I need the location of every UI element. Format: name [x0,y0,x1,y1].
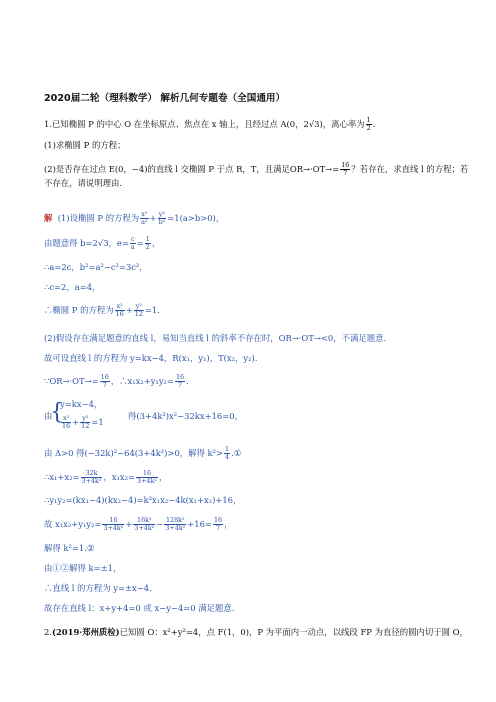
solution-label: 解 [44,213,53,223]
problem2-stem: 2.(2019·郑州质检)已知圆 O：x²+y²=4，点 F(1，0)，P 为平面内一动点，以线段 FP 为直径的圆内切于圆 O， [44,627,468,637]
solution-step-8: ∵OR→·OT→= $\frac{16}{7}$ ，∴x₁x₂+y₁y₂= $\frac{16}{7}$ . [44,373,189,389]
problem1-part2: (2)是否存在过点 E(0，−4)的直线 l 交椭圆 P 于点 R，T，且满足OR→·OT→= $\frac{16}{7}$ ？若存在，求直线 l 的方程；若 [44,161,469,177]
solution-step-2: 由题意得 b=2√3，e= $\frac{c}{a}$ = $\frac{1}{2}$ ， [44,235,161,251]
problem1-stem-text: 1.已知椭圆 P 的中心 O 在坐标原点、焦点在 x 轴上，且经过点 A(0，2√3)，离心率为 [44,119,365,129]
problem1-stem: 1.已知椭圆 P 的中心 O 在坐标原点、焦点在 x 轴上，且经过点 A(0，2√3)，离心率为 $\frac{1}{2}$ . [44,116,376,132]
system-result: 得(3+4k²)x²−32kx+16=0， [128,411,243,421]
fraction: $\frac{16}{7}$ [341,161,350,177]
vector-expression: OR→·OT→= [289,164,340,174]
problem2-source: (2019·郑州质检) [52,627,120,637]
solution-step-9: 由 Δ>0 得(−32k)²−64(3+4k²)>0，解得 k²> $\frac{1}{4}$ .① [44,445,242,461]
solution-step-14: 由①②解得 k=±1， [44,563,122,573]
system-eq-1: y=kx−4， [60,399,103,409]
solution-step-10: ∴x₁+x₂= $\frac{32k}{\text{3+4k²}}$ ，x₁x₂= $\frac{16}{\text{3+4k²}}$ ， [44,469,168,485]
solution-step-7: 故可设直线 l 的方程为 y=kx−4，R(x₁，y₁)，T(x₂，y₂). [44,353,258,363]
solution-step-16: 故存在直线 l：x+y+4=0 或 x−y−4=0 满足题意. [44,603,235,613]
solution-step-3: ∴a=2c，b²=a²−c²=3c²， [44,262,148,272]
solution-step-12: 故 x₁x₂+y₁y₂= $\frac{16}{\text{3+4k²}}$ + $\frac{\text{16k²}}{\text{3+4k²}}$ − $\frac{\text{128k²}}{\text{3+4k²}}$ +16= $\frac{16}{7}$ ， [44,516,233,532]
system-prefix: 由 [44,411,53,421]
solution-step-13: 解得 k²=1.② [44,543,95,553]
solution-step-1: 解 (1)设椭圆 P 的方程为 $\frac{\text{x²}}{\text{a²}}$ + $\frac{\text{y²}}{\text{b²}}$ =1(a>b>0)， [44,210,225,226]
fraction: $\frac{1}{2}$ [366,116,371,132]
solution-step-6: (2)假设存在满足题意的直线 l，易知当直线 l 的斜率不存在时，OR→·OT→<0，不满足题意. [44,333,387,343]
problem1-part2-cont: 不存在，请说明理由. [44,178,123,188]
solution-step-5: ∴椭圆 P 的方程为 $\frac{\text{x²}}{16}$ + $\frac{\text{y²}}{12}$ =1. [44,302,160,318]
solution-step-4: ∴c=2，a=4， [44,282,101,292]
system-eq-2: $\frac{\text{x²}}{16}$ + $\frac{\text{y²}}{12}$ =1 [62,414,104,430]
document-title: 2020届二轮（理科数学） 解析几何专题卷（全国通用） [44,93,286,104]
solution-step-15: ∴直线 l 的方程为 y=±x−4. [44,583,152,593]
solution-step-11: ∴y₁y₂=(kx₁−4)(kx₂−4)=k²x₁x₂−4k(x₁+x₂)+16， [44,495,242,505]
system-brace: { [50,400,64,425]
problem1-part1: (1)求椭圆 P 的方程； [44,140,126,150]
